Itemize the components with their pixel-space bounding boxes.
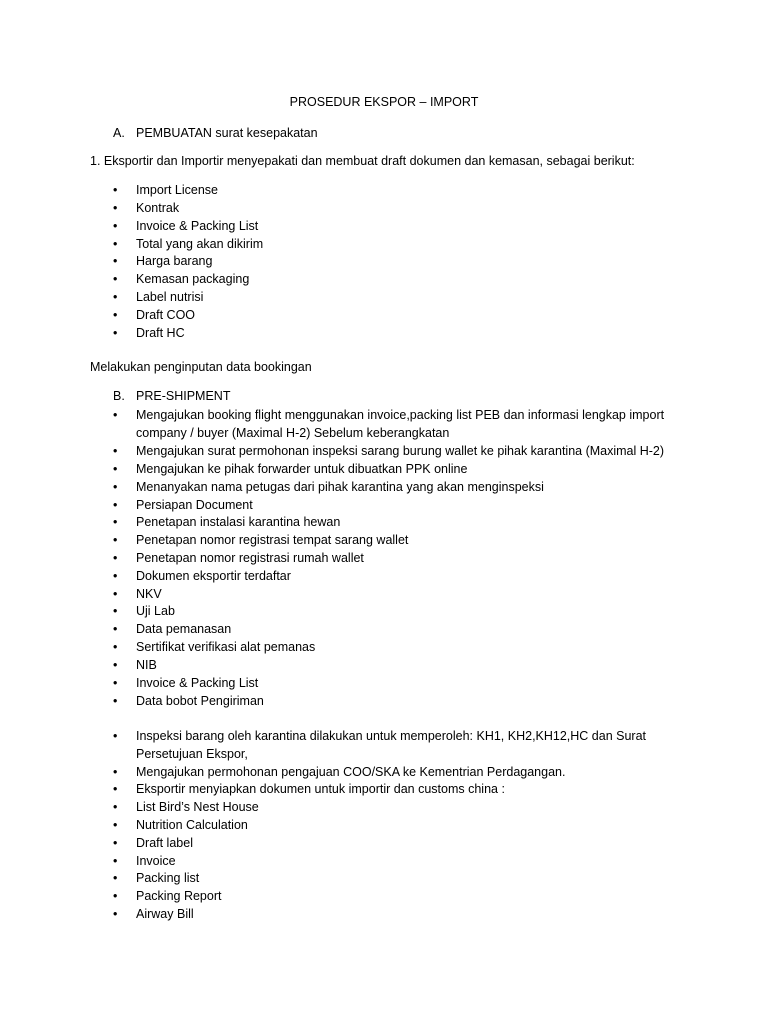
bullet-icon: • — [113, 444, 118, 458]
document-title: PROSEDUR EKSPOR – IMPORT — [289, 95, 479, 109]
bullet-icon: • — [113, 551, 118, 565]
list-item-text: Draft label — [136, 836, 193, 850]
list-item-text: Label nutrisi — [136, 290, 204, 304]
bullet-icon: • — [113, 587, 118, 601]
bullet-icon: • — [113, 219, 118, 233]
bullet-icon: • — [113, 533, 118, 547]
bullet-icon: • — [113, 694, 118, 708]
bullet-icon: • — [113, 676, 118, 690]
list-item-text: Invoice & Packing List — [136, 219, 259, 233]
bullet-icon: • — [113, 640, 118, 654]
list-item-text: Uji Lab — [136, 604, 175, 618]
bullet-icon: • — [113, 408, 118, 422]
bullet-icon: • — [113, 569, 118, 583]
list-item-text: NIB — [136, 658, 157, 672]
list-item-text: Mengajukan booking flight menggunakan invoice,packing list PEB dan informasi lengkap import — [136, 408, 665, 422]
bullet-icon: • — [113, 818, 118, 832]
bullet-icon: • — [113, 254, 118, 268]
list-item-text: Draft HC — [136, 326, 185, 340]
list-item-text: Invoice — [136, 854, 176, 868]
section-b-heading: PRE-SHIPMENT — [136, 389, 231, 403]
section-a-heading: PEMBUATAN surat kesepakatan — [136, 126, 318, 140]
bullet-icon: • — [113, 907, 118, 921]
list-item-text: Eksportir menyiapkan dokumen untuk importir dan customs china : — [136, 782, 505, 796]
list-item-text: Penetapan nomor registrasi tempat sarang wallet — [136, 533, 409, 547]
bullet-icon: • — [113, 622, 118, 636]
bullet-icon: • — [113, 782, 118, 796]
list-item-text: Data pemanasan — [136, 622, 232, 636]
bullet-icon: • — [113, 308, 118, 322]
list-item-text: Penetapan nomor registrasi rumah wallet — [136, 551, 364, 565]
bullet-icon: • — [113, 658, 118, 672]
section-b-marker: B. — [113, 389, 125, 403]
bullet-icon: • — [113, 290, 118, 304]
list-item-text: Persiapan Document — [136, 498, 253, 512]
bullet-icon: • — [113, 800, 118, 814]
list-item-text: Mengajukan surat permohonan inspeksi sarang burung wallet ke pihak karantina (Maximal H-2) — [136, 444, 665, 458]
list-item-text: Airway Bill — [136, 907, 194, 921]
list-item-text: Inspeksi barang oleh karantina dilakukan untuk memperoleh: KH1, KH2,KH12,HC dan Surat — [136, 729, 647, 743]
bullet-icon: • — [113, 871, 118, 885]
bullet-icon: • — [113, 201, 118, 215]
list-item-text: Packing Report — [136, 889, 222, 903]
list-item-text: Invoice & Packing List — [136, 676, 259, 690]
list-item-text: Packing list — [136, 871, 200, 885]
list-item-text: List Bird’s Nest House — [136, 800, 259, 814]
step-1-text: 1. Eksportir dan Importir menyepakati dan membuat draft dokumen dan kemasan, sebagai berikut: — [90, 154, 635, 168]
bullet-icon: • — [113, 729, 118, 743]
list-item-text: Kemasan packaging — [136, 272, 250, 286]
bullet-icon: • — [113, 237, 118, 251]
list-item-text: Penetapan instalasi karantina hewan — [136, 515, 341, 529]
list-item-text: Mengajukan ke pihak forwarder untuk dibuatkan PPK online — [136, 462, 468, 476]
list-item-text: Draft COO — [136, 308, 196, 322]
bullet-icon: • — [113, 272, 118, 286]
bullet-icon: • — [113, 515, 118, 529]
bullet-icon: • — [113, 765, 118, 779]
bullet-icon: • — [113, 183, 118, 197]
list-item-text: NKV — [136, 587, 162, 601]
bullet-icon: • — [113, 889, 118, 903]
list-item-text: Nutrition Calculation — [136, 818, 248, 832]
list-item-text: Mengajukan permohonan pengajuan COO/SKA ke Kementrian Perdagangan. — [136, 765, 566, 779]
bullet-icon: • — [113, 498, 118, 512]
list-item-text: Import License — [136, 183, 218, 197]
bullet-icon: • — [113, 854, 118, 868]
list-item-continuation: company / buyer (Maximal H-2) Sebelum keberangkatan — [136, 426, 450, 440]
section-a-marker: A. — [113, 126, 125, 140]
list-item-text: Dokumen eksportir terdaftar — [136, 569, 291, 583]
list-item-text: Total yang akan dikirim — [136, 237, 264, 251]
list-item-text: Sertifikat verifikasi alat pemanas — [136, 640, 316, 654]
bullet-icon: • — [113, 480, 118, 494]
list-item-text: Kontrak — [136, 201, 180, 215]
booking-text: Melakukan penginputan data bookingan — [90, 360, 312, 374]
list-item-text: Harga barang — [136, 254, 213, 268]
list-item-continuation: Persetujuan Ekspor, — [136, 747, 248, 761]
bullet-icon: • — [113, 462, 118, 476]
bullet-icon: • — [113, 604, 118, 618]
bullet-icon: • — [113, 836, 118, 850]
bullet-icon: • — [113, 326, 118, 340]
list-item-text: Menanyakan nama petugas dari pihak karantina yang akan menginspeksi — [136, 480, 544, 494]
list-item-text: Data bobot Pengiriman — [136, 694, 264, 708]
